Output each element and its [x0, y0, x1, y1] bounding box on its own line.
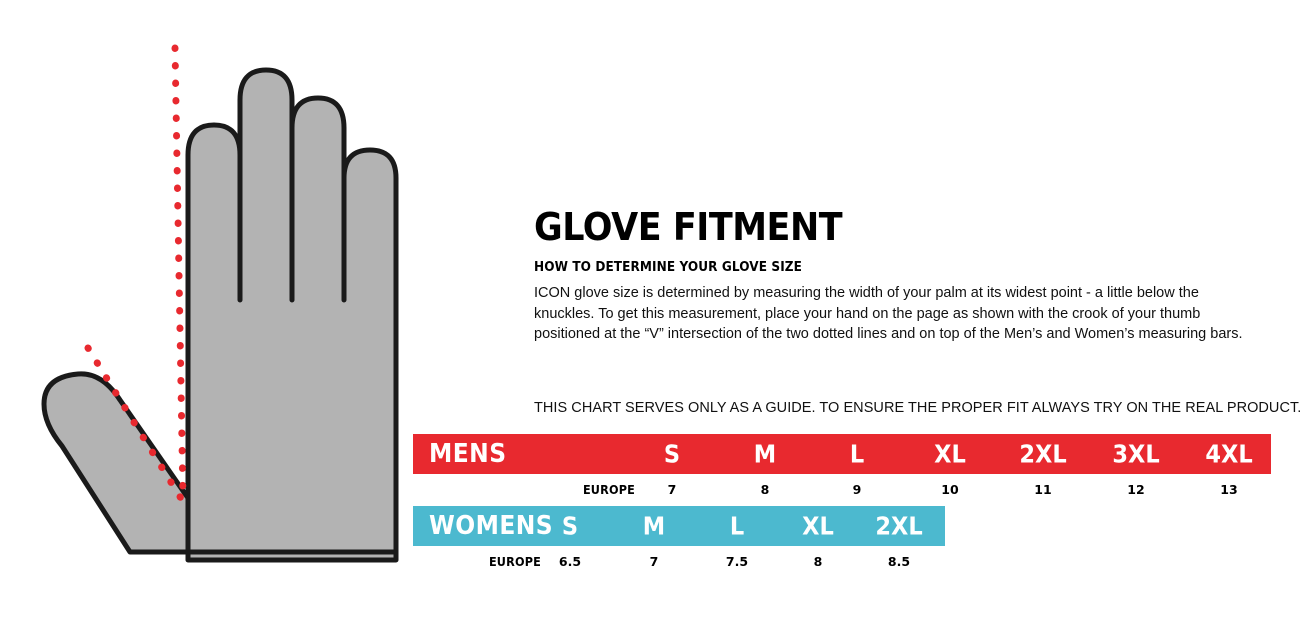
- womens-europe-m: 7: [649, 554, 659, 569]
- womens-size-l: L: [729, 511, 745, 541]
- mens-size-2xl: 2XL: [1019, 439, 1067, 469]
- womens-europe-s: 6.5: [558, 554, 582, 569]
- hand-shape: [44, 70, 396, 560]
- womens-bar-label: WOMENS: [429, 511, 554, 541]
- mens-europe-4xl: 13: [1220, 482, 1238, 497]
- womens-size-m: M: [642, 511, 666, 541]
- mens-bar-label: MENS: [429, 439, 507, 469]
- mens-europe-2xl: 11: [1034, 482, 1052, 497]
- mens-size-s: S: [663, 439, 681, 469]
- page-title: GLOVE FITMENT: [534, 205, 843, 249]
- section-subtitle: HOW TO DETERMINE YOUR GLOVE SIZE: [534, 260, 803, 275]
- fitment-text-block: [534, 205, 1264, 345]
- mens-europe-row: [413, 482, 1271, 502]
- mens-size-m: M: [753, 439, 777, 469]
- mens-size-l: L: [849, 439, 865, 469]
- womens-size-xl: XL: [802, 511, 834, 541]
- mens-europe-3xl: 12: [1127, 482, 1145, 497]
- mens-europe-l: 9: [852, 482, 862, 497]
- womens-europe-xl: 8: [813, 554, 823, 569]
- womens-europe-l: 7.5: [725, 554, 749, 569]
- mens-europe-label: EUROPE: [582, 482, 635, 497]
- womens-europe-label: EUROPE: [488, 554, 541, 569]
- dotted-guide-vertical: [175, 48, 183, 500]
- mens-europe-xl: 10: [941, 482, 959, 497]
- mens-size-4xl: 4XL: [1205, 439, 1253, 469]
- womens-size-2xl: 2XL: [875, 511, 923, 541]
- womens-europe-2xl: 8.5: [887, 554, 911, 569]
- mens-size-bar: [413, 434, 1271, 474]
- mens-size-3xl: 3XL: [1112, 439, 1160, 469]
- womens-europe-row: [413, 554, 945, 574]
- womens-size-bar: [413, 506, 945, 546]
- mens-europe-s: 7: [667, 482, 677, 497]
- guide-disclaimer: THIS CHART SERVES ONLY AS A GUIDE. TO ENSURE THE PROPER FIT ALWAYS TRY ON THE REAL PRODUCT.: [534, 400, 1302, 416]
- instructions-paragraph: ICON glove size is determined by measuring the width of your palm at its widest point - a little below the knuckles. To get this measurement, place your hand on the page as shown with the crook of your thumb positioned at the “V” intersection of the two dotted lines and on top of the Men’s and Women’s measuring bars.: [534, 285, 1243, 343]
- mens-size-xl: XL: [934, 439, 966, 469]
- mens-europe-m: 8: [760, 482, 770, 497]
- womens-size-s: S: [561, 511, 579, 541]
